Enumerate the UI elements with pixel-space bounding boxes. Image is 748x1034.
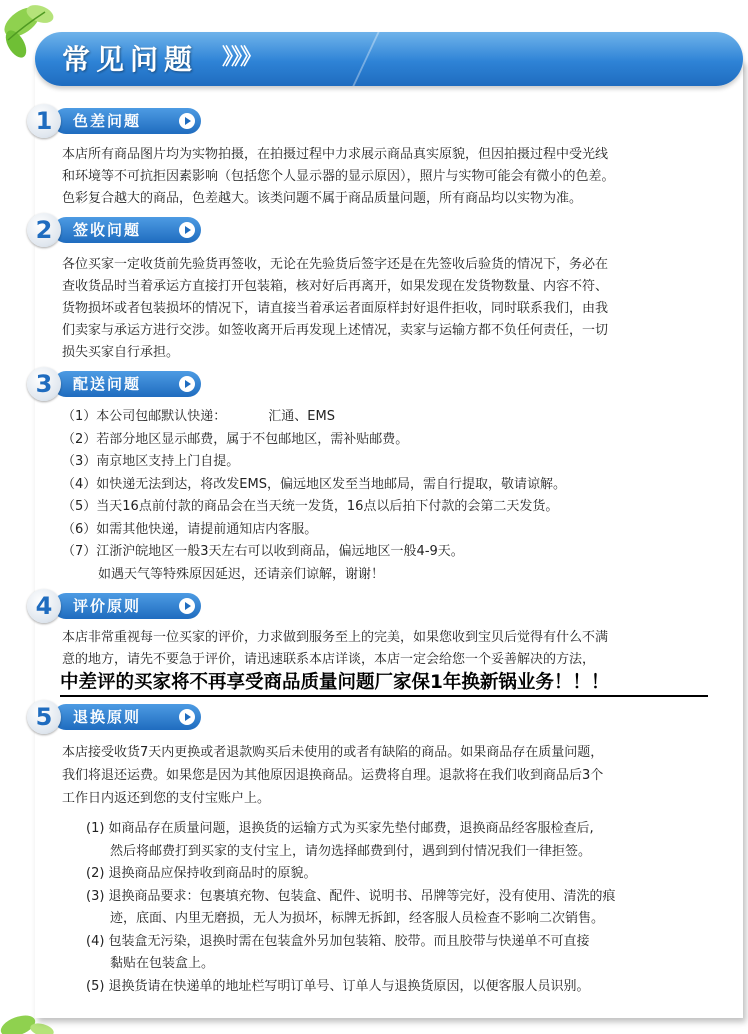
return-policy-list: [86, 818, 706, 998]
section-2-text: 各位买家一定收货前先验货再签收，无论在先验货后签字还是在先签收后验货的情况下，务必在 查收货品时当着承运方直接打开包装箱，核对好后再离开，如果发现在发货物数量、内容不符、 货物损坏或者包装损坏的情况下，请直接当着承运者面原样封好退件拒收，同时联系我们，由我 们卖家与承运方进行交涉。如签收离开后再发现上述情况，卖家与运输方都不负任何责任，一切 损失买家自行承担。: [62, 257, 609, 360]
chevron-right-icon: [179, 113, 195, 129]
list-item: (5) 退换货请在快递单的地址栏写明订单号、订单人与退换货原因，以便客服人员识别。: [86, 978, 590, 994]
list-item: （4）如快递无法到达，将改发EMS，偏远地区发至当地邮局，需自行提取，敬请谅解。: [62, 476, 566, 492]
list-item: (2) 退换商品应保持收到商品时的原貌。: [86, 866, 317, 881]
section-title: 评价原则: [73, 597, 142, 615]
section-1-text: 本店所有商品图片均为实物拍摄，在拍摄过程中力求展示商品真实原貌，但因拍摄过程中受光线 和环境等不可抗拒因素影响（包括您个人显示器的显示原因），照片与实物可能会有微小的色差。 色彩复合越大的商品，色差越大。该类问题不属于商品质量问题，所有商品均以实物为准。: [62, 147, 615, 206]
list-item: （5）当天16点前付款的商品会在当天统一发货，16点以后拍下付款的会第二天发货。: [62, 499, 559, 514]
list-item: （2）若部分地区显示邮费，属于不包邮地区，需补贴邮费。: [62, 431, 409, 447]
section-5-text: 本店接受收货7天内更换或者退款购买后未使用的或者有缺陷的商品。如果商品存在质量问题， 我们将退还运费。如果您是因为其他原因退换商品。运费将自理。退款将在我们收到商品后3个 工作日内返还到您的支付宝账户上。: [62, 745, 604, 806]
section-title: 退换原则: [73, 708, 142, 726]
section-number: 2: [27, 213, 61, 247]
list-item: （3）南京地区支持上门自提。: [62, 454, 240, 469]
section-title: 签收问题: [73, 221, 142, 239]
delivery-note: 如遇天气等特殊原因延迟，还请亲们谅解，谢谢！: [98, 566, 385, 582]
section-title: 色差问题: [73, 112, 142, 130]
review-warning-notice: 中差评的买家将不再享受商品质量问题厂家保1年换新锅业务！！！: [60, 672, 708, 697]
section-title: 配送问题: [73, 375, 142, 393]
list-item-continued: 迹，底面、内里无磨损，无人为损坏，标牌无拆卸，经客服人员检查不影响二次销售。: [110, 911, 605, 926]
chevron-right-icon: [179, 709, 195, 725]
delivery-list: [62, 406, 712, 586]
list-item-continued: 然后将邮费打到买家的支付宝上，请勿选择邮费到付，遇到到付情况我们一律拒签。: [110, 843, 592, 859]
list-item: (3) 退换商品要求：包裹填充物、包装盒、配件、说明书、吊牌等完好，没有使用、清洗的痕: [86, 888, 616, 904]
chevron-right-icon: [179, 598, 195, 614]
page-title: 常见问题: [62, 43, 199, 76]
header-arrows-icon: 》》》: [222, 45, 261, 70]
list-item: （1）本公司包邮默认快递： 汇通、EMS: [62, 409, 335, 424]
section-number: 1: [27, 104, 61, 138]
list-item: (4) 包装盒无污染，退换时需在包装盒外另加包装箱、胶带。而且胶带与快递单不可直接: [86, 933, 590, 949]
list-item: （7）江浙沪皖地区一般3天左右可以收到商品，偏远地区一般4-9天。: [62, 544, 464, 559]
list-item: （6）如需其他快递，请提前通知店内客服。: [62, 521, 318, 537]
section-number: 4: [27, 589, 61, 623]
list-item-continued: 黏贴在包装盒上。: [110, 956, 215, 971]
chevron-right-icon: [179, 222, 195, 238]
list-item: (1) 如商品存在质量问题，退换货的运输方式为买家先垫付邮费，退换商品经客服检查后,: [86, 821, 594, 836]
section-number: 3: [27, 367, 61, 401]
section-4-text: 本店非常重视每一位买家的评价，力求做到服务至上的完美，如果您收到宝贝后觉得有什么不满 意的地方，请先不要急于评价，请迅速联系本店详谈，本店一定会给您一个妥善解决的方法，: [62, 630, 609, 667]
chevron-right-icon: [179, 376, 195, 392]
section-number: 5: [27, 700, 61, 734]
